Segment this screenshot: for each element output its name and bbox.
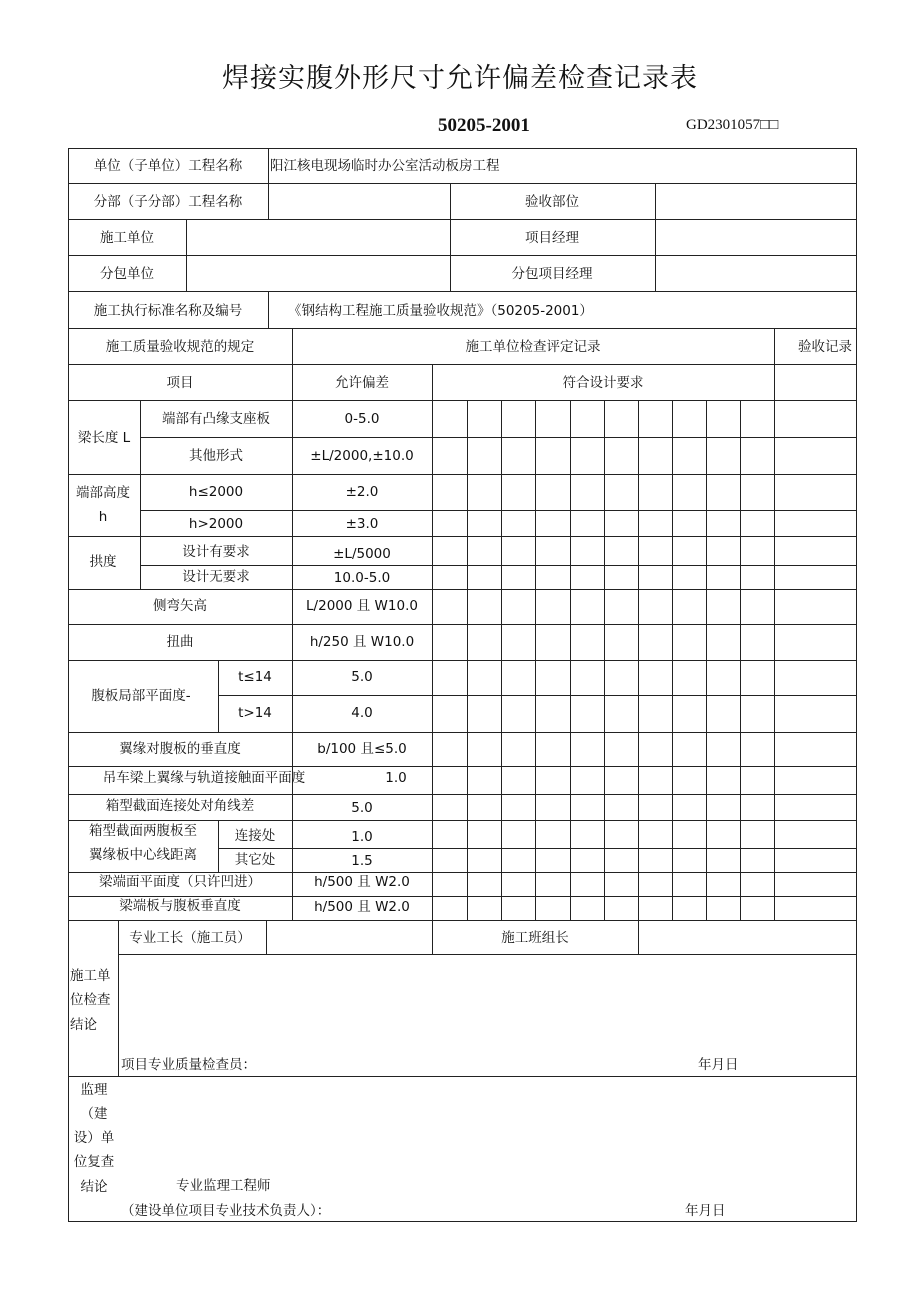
supervision-label-3: 设）单 xyxy=(73,1130,115,1146)
row-4-tolerance: ±3.0 xyxy=(345,516,379,532)
camber-label: 拱度 xyxy=(89,554,117,570)
date-label-2: 年月日 xyxy=(685,1203,726,1219)
row-16-tolerance: h/500 且 W2.0 xyxy=(314,874,410,890)
row-7-tolerance: L/2000 且 W10.0 xyxy=(306,598,418,614)
quality-inspector-label: 项目专业质量检查员： xyxy=(121,1057,256,1073)
project-manager-label: 项目经理 xyxy=(525,230,579,246)
row-14-item: 连接处 xyxy=(234,828,276,844)
row-8-tolerance: h/250 且 W10.0 xyxy=(309,634,415,650)
web-flatness-label: 腹板局部平面度- xyxy=(91,688,191,704)
conclusion-label-2: 位检查 xyxy=(70,992,111,1008)
row-14-tolerance: 1.0 xyxy=(351,829,373,845)
foreman-label: 专业工长（施工员） xyxy=(129,930,251,946)
exec-standard-value[interactable]: 《钢结构工程施工质量验收规范》（50205-2001） xyxy=(288,303,593,319)
row-9-tolerance: 5.0 xyxy=(351,669,373,685)
team-leader-label: 施工班组长 xyxy=(501,930,569,946)
row-10-item: t>14 xyxy=(238,705,272,721)
acceptance-record-header: 验收记录 xyxy=(798,339,852,355)
row-5-item: 设计有要求 xyxy=(182,544,250,560)
row-5-tolerance: ±L/5000 xyxy=(333,546,391,562)
row-11-tolerance: b/100 且≤5.0 xyxy=(317,741,407,757)
form-title: 焊接实腹外形尺寸允许偏差检查记录表 xyxy=(222,63,698,94)
row-1-tolerance: 0-5.0 xyxy=(344,411,380,427)
row-17-tolerance: h/500 且 W2.0 xyxy=(314,899,410,915)
row-16-item: 梁端面平面度（只许凹进） xyxy=(99,874,261,890)
end-height-symbol: h xyxy=(98,509,108,525)
row-17-item: 梁端板与腹板垂直度 xyxy=(119,898,241,914)
sub-pm-label: 分包项目经理 xyxy=(511,266,593,282)
standard-number: 50205-2001 xyxy=(438,115,530,136)
row-13-item: 箱型截面连接处对角线差 xyxy=(105,798,255,814)
contractor-record-header: 施工单位检查评定记录 xyxy=(465,339,601,355)
row-3-tolerance: ±2.0 xyxy=(345,484,379,500)
box-distance-label-1: 箱型截面两腹板至 xyxy=(89,823,197,839)
conform-header: 符合设计要求 xyxy=(562,375,644,391)
inspection-part-label: 验收部位 xyxy=(525,194,579,210)
row-6-tolerance: 10.0-5.0 xyxy=(333,570,391,586)
date-label-1: 年月日 xyxy=(698,1057,739,1073)
row-6-item: 设计无要求 xyxy=(182,569,250,585)
row-11-item: 翼缘对腹板的垂直度 xyxy=(119,741,241,757)
row-3-item: h≤2000 xyxy=(188,484,244,500)
sub-project-label: 分部（子分部）工程名称 xyxy=(93,194,243,210)
end-height-label: 端部高度 xyxy=(76,485,130,501)
spec-rule-header: 施工质量验收规范的规定 xyxy=(105,339,255,355)
supervising-engineer-label: 专业监理工程师 xyxy=(176,1178,271,1194)
supervision-label-5: 结论 xyxy=(80,1179,108,1195)
supervision-label-2: （建 xyxy=(80,1106,108,1122)
row-15-item: 其它处 xyxy=(234,852,276,868)
exec-standard-label: 施工执行标准名称及编号 xyxy=(93,303,243,319)
row-2-tolerance: ±L/2000,±10.0 xyxy=(310,448,414,464)
unit-project-value[interactable]: 阳江核电现场临时办公室活动板房工程 xyxy=(270,158,500,174)
row-8-item: 扭曲 xyxy=(166,634,194,650)
conclusion-label-1: 施工单 xyxy=(70,968,111,984)
beam-length-label: 梁长度 L xyxy=(77,430,131,446)
row-13-tolerance: 5.0 xyxy=(351,800,373,816)
row-10-tolerance: 4.0 xyxy=(351,705,373,721)
row-12-tolerance: 1.0 xyxy=(385,770,407,786)
subcontractor-label: 分包单位 xyxy=(100,266,154,282)
owner-tech-label: （建设单位项目专业技术负责人）： xyxy=(121,1203,331,1219)
row-15-tolerance: 1.5 xyxy=(351,853,373,869)
supervision-label-1: 监理 xyxy=(80,1082,108,1098)
unit-project-label: 单位（子单位）工程名称 xyxy=(93,158,243,174)
row-2-item: 其他形式 xyxy=(189,448,243,464)
supervision-label-4: 位复查 xyxy=(73,1154,115,1170)
row-9-item: t≤14 xyxy=(238,669,272,685)
row-7-item: 侧弯矢高 xyxy=(153,598,207,614)
tolerance-header: 允许偏差 xyxy=(335,375,389,391)
item-header: 项目 xyxy=(166,375,194,391)
conclusion-label-3: 结论 xyxy=(70,1017,97,1033)
contractor-label: 施工单位 xyxy=(100,230,154,246)
row-1-item: 端部有凸缘支座板 xyxy=(162,411,270,427)
row-12-item: 吊车梁上翼缘与轨道接触面平面度 xyxy=(102,770,306,786)
row-4-item: h>2000 xyxy=(188,516,244,532)
box-distance-label-2: 翼缘板中心线距离 xyxy=(89,847,197,863)
form-code: GD2301057□□ xyxy=(686,117,779,133)
